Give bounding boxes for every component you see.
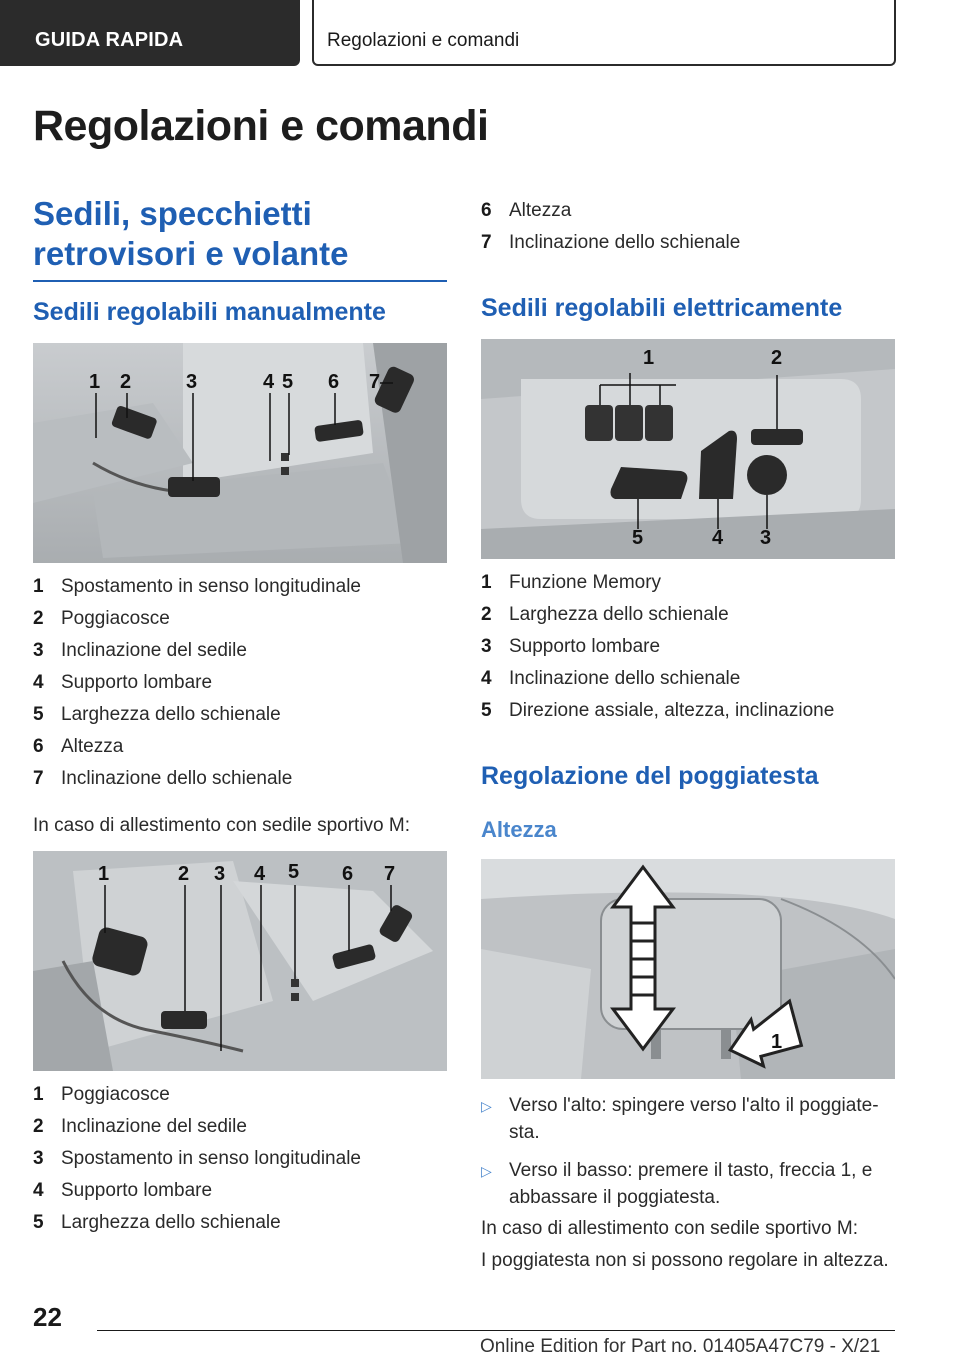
list-item: 7 Inclinazione dello schienale xyxy=(33,768,293,789)
electric-seats-heading: Sedili regolabili elettricamente xyxy=(481,294,843,322)
list-item: 1 Funzione Memory xyxy=(481,572,662,593)
figure-label: 5 xyxy=(282,371,294,393)
figure-label: 4 xyxy=(712,527,724,549)
figure-label: 4 xyxy=(254,863,266,885)
headrest-heading: Regolazione del poggiatesta xyxy=(481,762,819,790)
manual-seat-legend xyxy=(33,576,361,800)
figure-label: 5 xyxy=(632,527,644,549)
list-item: 5 Larghezza dello schienale xyxy=(33,1212,281,1233)
list-item: 3 Inclinazione del sedile xyxy=(33,640,247,661)
list-item: 6 Altezza xyxy=(481,200,572,221)
header-chapter-tab xyxy=(312,0,896,66)
figure-label: 6 xyxy=(328,371,340,393)
list-item: 3 Spostamento in senso longitudinale xyxy=(33,1148,361,1169)
figure-label: 4 xyxy=(263,371,275,393)
figure-label: 5 xyxy=(288,861,300,883)
list-item: 4 Supporto lombare xyxy=(33,672,213,693)
figure-label: 3 xyxy=(760,527,772,549)
footer-divider xyxy=(97,1330,895,1331)
headrest-sport-note: In caso di allestimento con sedile sportivo M: xyxy=(481,1218,859,1239)
figure-label: 6 xyxy=(342,863,354,885)
figure-label: 7 xyxy=(384,863,396,885)
figure-label: 2 xyxy=(178,863,190,885)
list-item: 7 Inclinazione dello schienale xyxy=(481,232,741,253)
headrest-figure xyxy=(481,859,895,1079)
list-item: 6 Altezza xyxy=(33,736,124,757)
list-item: 2 Poggiacosce xyxy=(33,608,170,629)
list-item: 4 Supporto lombare xyxy=(33,1180,213,1201)
figure-label: 3 xyxy=(214,863,226,885)
figure-label: 1 xyxy=(771,1031,783,1053)
section-title: Sedili, specchietti retrovisori e volante xyxy=(33,194,447,282)
list-item: 5 Larghezza dello schienale xyxy=(33,704,281,725)
figure-label: 1 xyxy=(98,863,110,885)
list-item: 3 Supporto lombare xyxy=(481,636,661,657)
figure-label: 2 xyxy=(120,371,132,393)
list-item: 2 Larghezza dello schienale xyxy=(481,604,729,625)
figure-label: 7 xyxy=(369,371,381,393)
list-item: 2 Inclinazione del sedile xyxy=(33,1116,247,1137)
list-item: 4 Inclinazione dello schienale xyxy=(481,668,741,689)
list-item: 1 Poggiacosce xyxy=(33,1084,170,1105)
triangle-bullet-icon: ▷ xyxy=(481,1098,492,1114)
header-section-label: GUIDA RAPIDA xyxy=(35,29,184,51)
list-item: 1 Spostamento in senso longitudinale xyxy=(33,576,361,597)
page-number: 22 xyxy=(33,1302,62,1332)
figure-label: 2 xyxy=(771,347,783,369)
list-item: ▷ Verso l'alto: spingere verso l'alto il poggiate-sta. xyxy=(481,1092,897,1146)
figure-label: 1 xyxy=(643,347,655,369)
sport-seat-figure xyxy=(33,851,447,1071)
sport-seat-legend-continued xyxy=(481,200,740,264)
header-section-tab xyxy=(0,0,300,66)
figure-label: 1 xyxy=(89,371,101,393)
electric-seat-figure xyxy=(481,339,895,559)
page-title: Regolazioni e comandi xyxy=(33,102,489,150)
manual-seats-heading: Sedili regolabili manualmente xyxy=(33,298,386,326)
headrest-sport-text: I poggiatesta non si possono regolare in altezza. xyxy=(481,1250,889,1271)
triangle-bullet-icon: ▷ xyxy=(481,1163,492,1179)
header-chapter-label: Regolazioni e comandi xyxy=(327,30,520,51)
manual-seat-figure xyxy=(33,343,447,563)
headrest-instructions xyxy=(481,1092,897,1222)
sport-seat-legend xyxy=(33,1084,361,1244)
figure-label: 3 xyxy=(186,371,198,393)
headrest-subheading: Altezza xyxy=(481,817,557,842)
list-item: ▷ Verso il basso: premere il tasto, freccia 1, e abbassare il poggiatesta. xyxy=(481,1157,897,1211)
electric-seat-legend xyxy=(481,572,834,732)
sport-seat-note: In caso di allestimento con sedile sportivo M: xyxy=(33,815,411,836)
list-item: 5 Direzione assiale, altezza, inclinazione xyxy=(481,700,835,721)
footer-edition: Online Edition for Part no. 01405A47C79 - X/21 xyxy=(480,1336,881,1357)
